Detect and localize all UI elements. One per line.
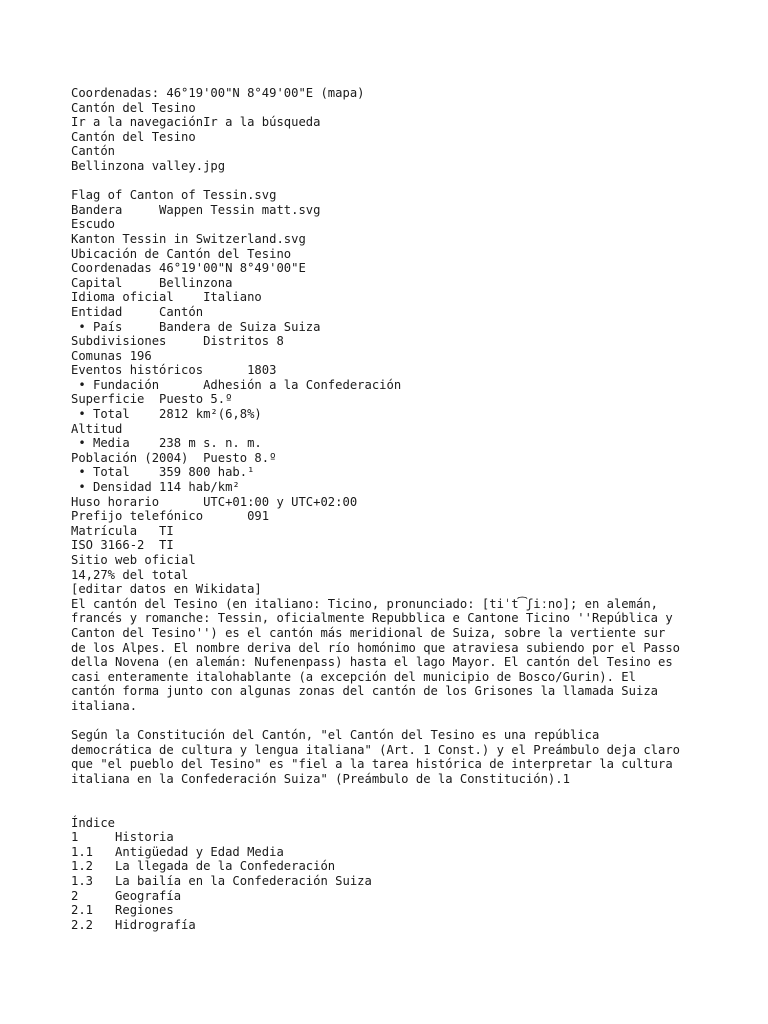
page-title: Cantón del Tesino: [71, 100, 196, 115]
constitution-paragraph: Según la Constitución del Cantón, "el Cantón del Tesino es una república democrática de cultura y lengua italiana" (Art. 1 Const.) y el Preámbulo deja claro que "el pueblo del Tesino" es "fiel a la tarea histórica de interpretar la cultura italiana en la Confederación Suiza" (Preámbulo de la Constitución).1: [71, 728, 681, 786]
infobox-subtitle: Cantón: [71, 144, 116, 159]
document-page: [71, 86, 761, 932]
infobox-row-prefijo: Prefijo telefónico 091: [71, 509, 270, 524]
infobox-row-porcentaje: 14,27% del total: [71, 567, 189, 582]
toc-item-regiones[interactable]: 2.1 Regiones: [71, 903, 174, 918]
infobox-row-huso-horario: Huso horario UTC+01:00 y UTC+02:00: [71, 494, 358, 509]
toc-item-antiguedad[interactable]: 1.1 Antigüedad y Edad Media: [71, 844, 284, 859]
infobox-row-altitud: Altitud: [71, 421, 123, 436]
infobox-block: [71, 188, 761, 597]
edit-wikidata-link[interactable]: [editar datos en Wikidata]: [71, 582, 262, 597]
coordinates-line[interactable]: Coordenadas: 46°19'00"N 8°49'00"E (mapa): [71, 86, 365, 100]
infobox-row-sitio-web[interactable]: Sitio web oficial: [71, 553, 196, 567]
toc-item-llegada-confederacion[interactable]: 1.2 La llegada de la Confederación: [71, 859, 336, 874]
infobox-row-escudo: Escudo: [71, 217, 116, 232]
infobox-row-poblacion: Población (2004) Puesto 8.º: [71, 450, 277, 465]
infobox-row-fundacion: • Fundación Adhesión a la Confederación: [71, 377, 402, 392]
toc-title: Índice: [71, 815, 116, 830]
infobox-row-entidad: Entidad Cantón: [71, 304, 204, 319]
spacer: [71, 174, 761, 189]
toc-item-geografia[interactable]: 2 Geografía: [71, 888, 182, 903]
infobox-row-poblacion-total: • Total 359 800 hab.¹: [71, 465, 255, 480]
infobox-row-superficie: Superficie Puesto 5.º: [71, 392, 233, 407]
header-block: [71, 86, 761, 174]
infobox-row-pais: • País Bandera de Suiza Suiza: [71, 319, 321, 334]
infobox-row-comunas: Comunas 196: [71, 348, 152, 363]
intro-paragraph: El cantón del Tesino (en italiano: Ticino, pronunciado: [tiˈt͡ʃiːno]; en alemán, francés y romanche: Tessin, oficialmente Repubblica e Cantone Ticino ''República y Canton del Tesino'') es el cantón más meridional de Suiza, sobre la vertiente sur de los Alpes. El nombre deriva del río homónimo que atraviesa subiendo por el Passo della Novena (en alemán: Nufenenpass) hasta el lago Mayor. El cantón del Tesino es casi enteramente italohablante (a excepción del municipio de Bosco/Gurin). El cantón forma junto con algunas zonas del cantón de los Grisones la llamada Suiza italiana.: [71, 596, 681, 713]
infobox-row-densidad: • Densidad 114 hab/km²: [71, 480, 240, 495]
infobox-title: Cantón del Tesino: [71, 129, 196, 144]
table-of-contents: [71, 816, 761, 933]
infobox-row-idioma: Idioma oficial Italiano: [71, 290, 262, 305]
infobox-row-matricula: Matrícula TI: [71, 523, 174, 538]
toc-item-bailia[interactable]: 1.3 La bailía en la Confederación Suiza: [71, 874, 372, 889]
infobox-row-capital: Capital Bellinzona: [71, 275, 233, 290]
toc-item-hidrografia[interactable]: 2.2 Hidrografía: [71, 917, 196, 932]
infobox-row-iso: ISO 3166-2 TI: [71, 538, 174, 553]
infobox-row-eventos: Eventos históricos 1803: [71, 363, 277, 378]
flag-image-caption[interactable]: Flag of Canton of Tessin.svg: [71, 188, 277, 203]
infobox-row-altitud-media: • Media 238 m s. n. m.: [71, 436, 262, 451]
map-image-caption[interactable]: Kanton Tessin in Switzerland.svg: [71, 231, 306, 246]
infobox-image-caption[interactable]: Bellinzona valley.jpg: [71, 158, 226, 173]
toc-item-historia[interactable]: 1 Historia: [71, 830, 174, 845]
spacer: [71, 787, 761, 816]
infobox-row-subdivisiones: Subdivisiones Distritos 8: [71, 334, 284, 349]
infobox-row-bandera: Bandera Wappen Tessin matt.svg: [71, 202, 321, 217]
infobox-row-ubicacion: Ubicación de Cantón del Tesino: [71, 246, 292, 261]
infobox-row-superficie-total: • Total 2812 km²(6,8%): [71, 407, 262, 422]
navigation-links[interactable]: Ir a la navegaciónIr a la búsqueda: [71, 115, 321, 130]
infobox-row-coordenadas[interactable]: Coordenadas 46°19'00"N 8°49'00"E: [71, 261, 306, 276]
spacer: [71, 714, 761, 729]
